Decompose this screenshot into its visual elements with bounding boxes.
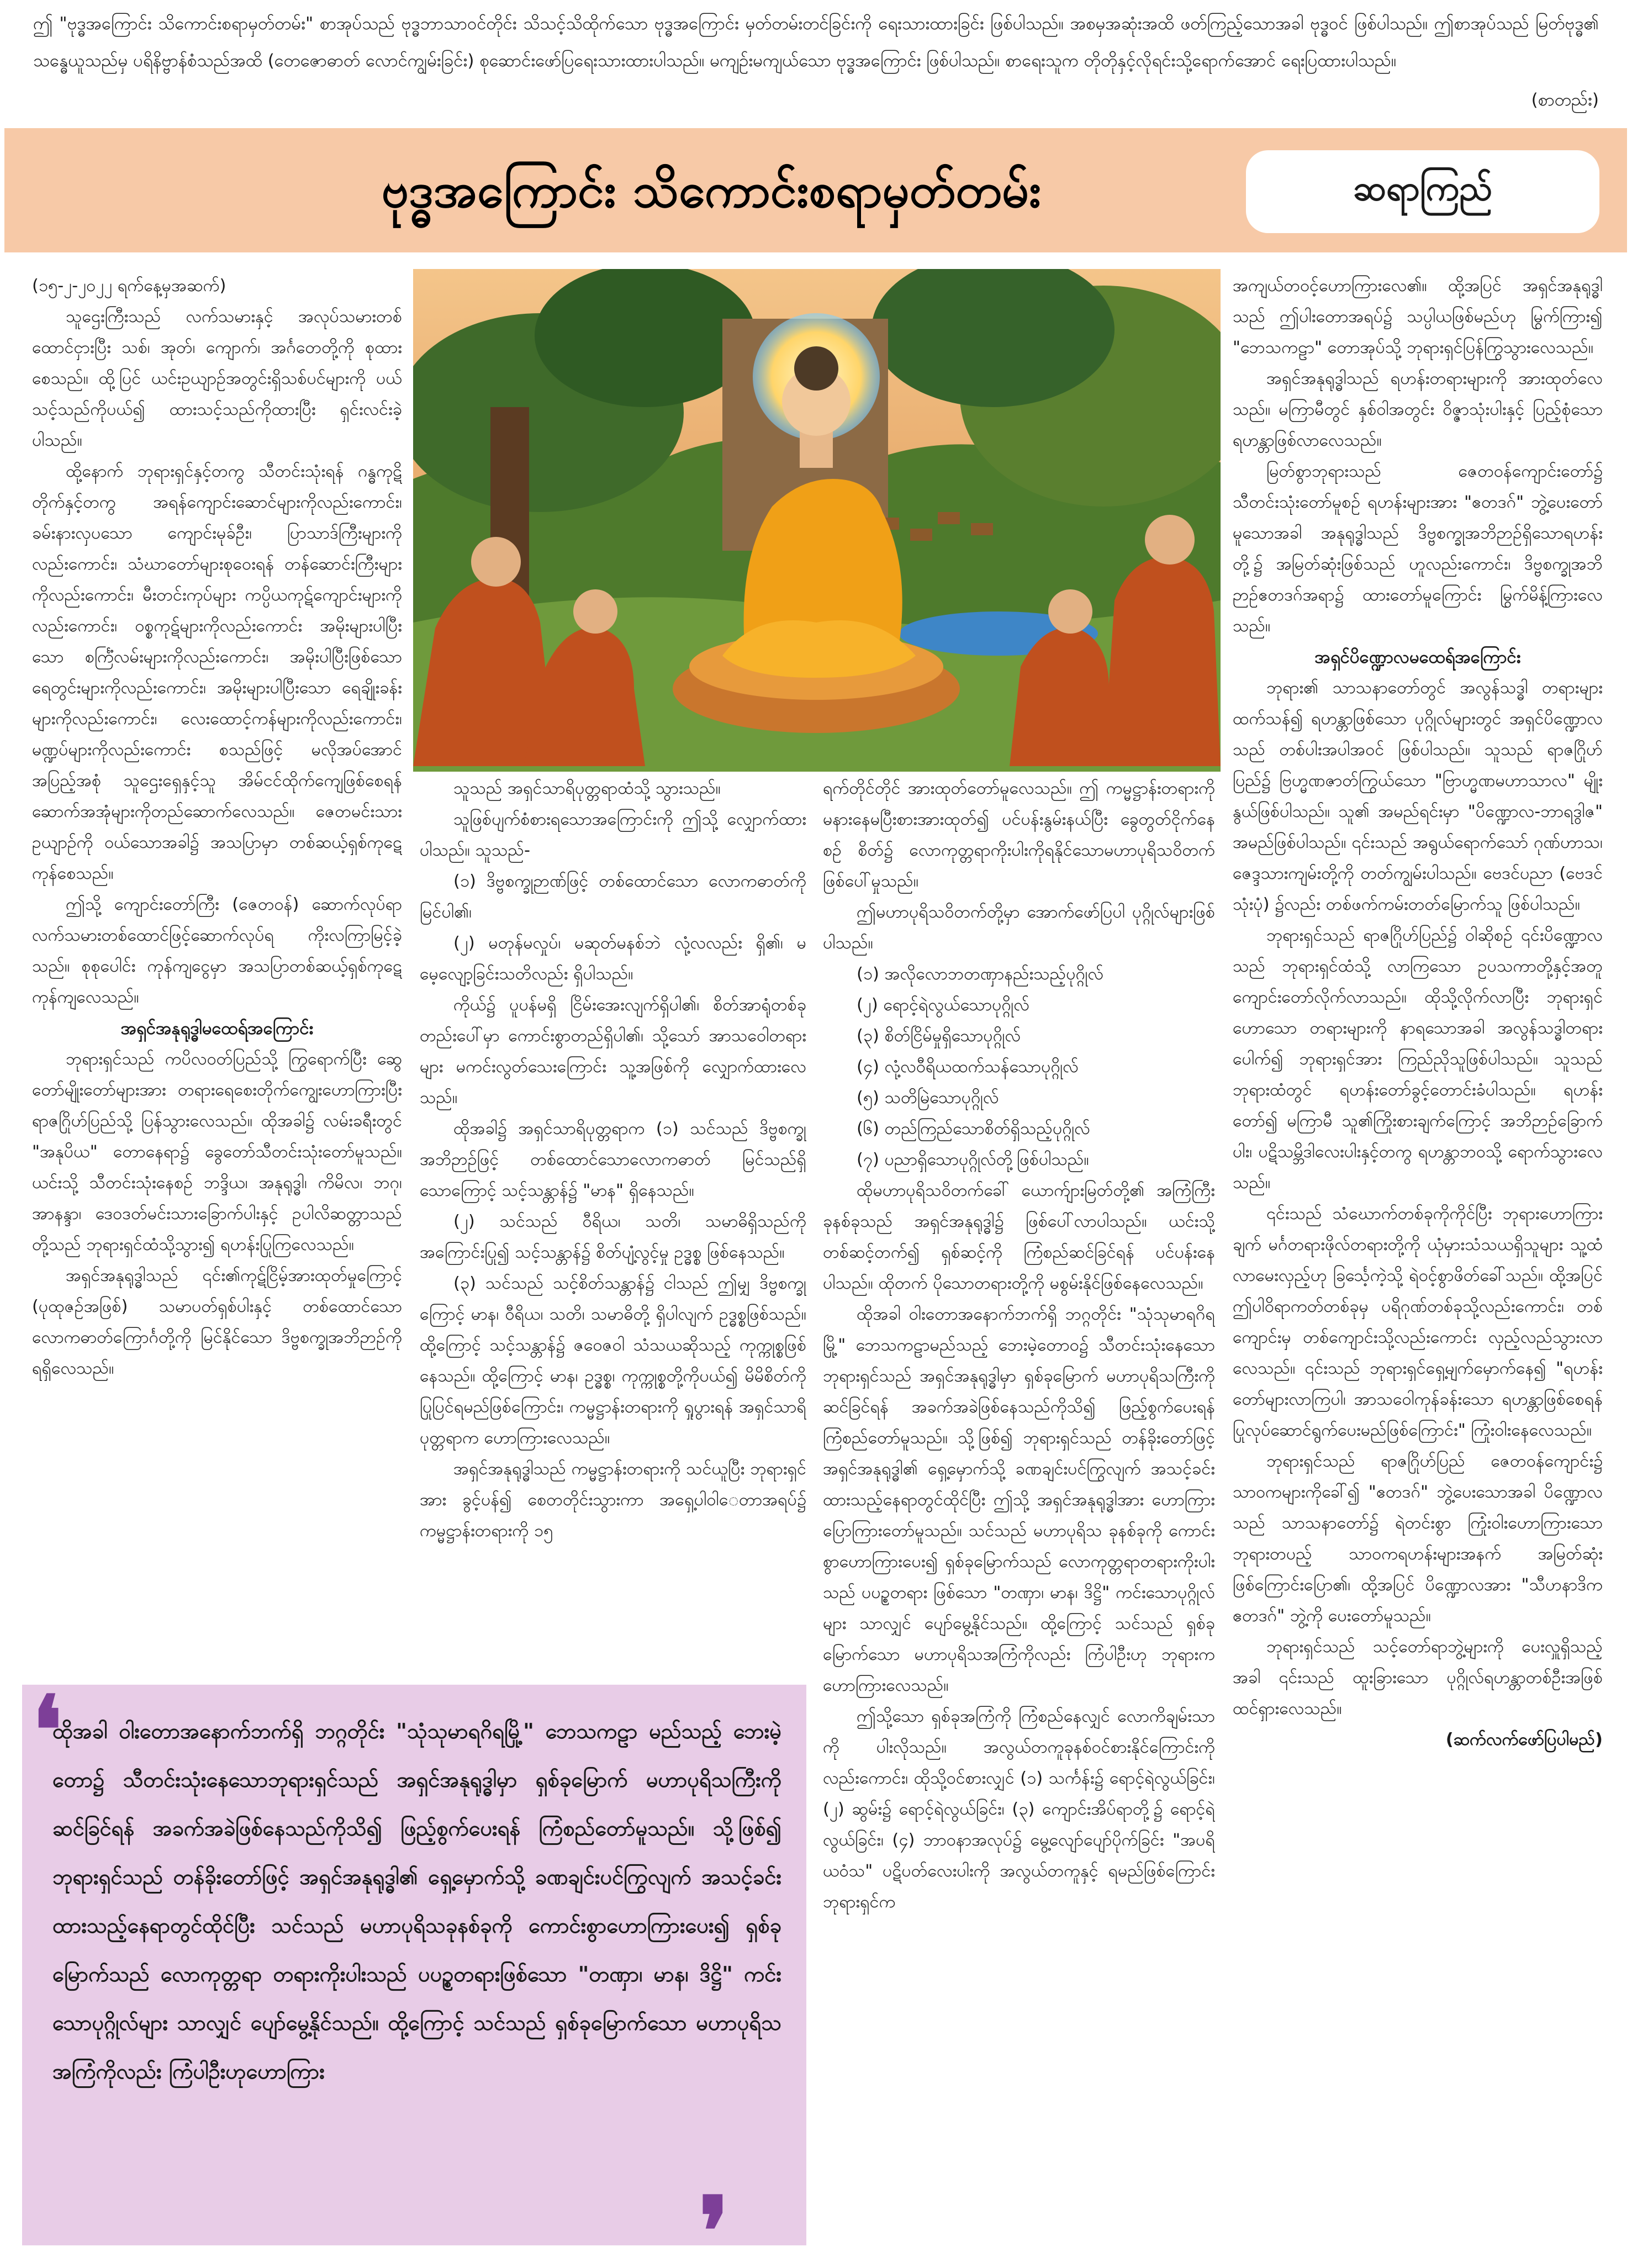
paragraph: ဘုရားရှင်သည် သင့်တော်ရာဘွဲ့များကို ပေးလှူရှိသည့်အခါ ၎င်းသည် ထူးခြားသော ပုဂ္ဂိုလ်ရဟန္တာတစ်ဦးအဖြစ် ထင်ရှားလေသည်။ [1233,1637,1603,1718]
pull-quote-text: ထိုအခါ ဝါးတောအနောက်ဘက်ရှိ ဘဂ္ဂတိုင်း "သုံသုမာရဂိရမြို့" ဘေသကဠာ မည်သည့် ဘေးမဲ့တော၌ သီတင်းသုံးနေသောဘုရားရှင်သည် အရှင်အနုရုဒ္ဓါမှာ ရှစ်ခုမြောက် မဟာပုရိသကြီးကိုဆင်ခြင်ရန် အခက်အခဲဖြစ်နေသည်ကိုသိ၍ ဖြည့်စွက်ပေးရန် ကြံစည်တော်မူသည်။ သို့ဖြစ်၍ ဘုရားရှင်သည် တန်ခိုးတော်ဖြင့် အရှင်အနုရုဒ္ဓါ၏ ရှေ့မှောက်သို့ ခဏချင်းပင်ကြွလျက် အသင့်ခင်းထားသည့်နေရာတွင်ထိုင်ပြီး သင်သည် မဟာပုရိသခုနစ်ခုကို ကောင်းစွာဟောကြားပေး၍ ရှစ်ခုမြောက်သည် လောကုတ္တရာ တရားကိုးပါးသည် ပပဉ္စတရားဖြစ်သော "တဏှာ၊ မာန၊ ဒိဋ္ဌိ" ကင်းသောပုဂ္ဂိုလ်များ သာလျှင် ပျော်မွေ့နိုင်သည်။ ထို့ကြောင့် သင်သည် ရှစ်ခုမြောက်သော မဟာပုရိသ အကြံကိုလည်း ကြံပါဦးဟုဟောကြား [52,1719,781,2084]
paragraph: (၂) သင်သည် ဝီရိယ၊ သတိ၊ သမာဓိရှိသည်ကို အကြောင်းပြု၍ သင့်သန္တာန်၌ စိတ်ပျံ့လွင့်မှု ဥဒ္ဓစ္စ ဖြစ်နေသည်။ [420,1212,806,1262]
paragraph: မြတ်စွာဘုရားသည် ဇေတဝန်ကျောင်းတော်၌ သီတင်းသုံးတော်မူစဉ် ရဟန်းများအား "ဧတဒဂ်" ဘွဲ့ပေးတော်မူသောအခါ အနုရုဒ္ဓါသည် ဒိဗ္ဗစက္ခုအဘိဉာဉ်ရှိသောရဟန်းတို့၌ အမြတ်ဆုံးဖြစ်သည် ဟူလည်းကောင်း၊ ဒိဗ္ဗစက္ခုအဘိဉာဉ်ဧတဒဂ်အရာ၌ ထားတော်မူကြောင်း မြွက်မိန့်ကြားလေသည်။ [1233,462,1603,636]
list-item: (၅) သတိမြဲသောပုဂ္ဂိုလ် [857,1088,999,1107]
paragraph: သူဌေးကြီးသည် လက်သမားနှင့် အလုပ်သမားတစ်ထောင်ငှားပြီး သစ်၊ အုတ်၊ ကျောက်၊ အင်္ဂတေတို့ကို စုထားစေသည်။ ထို့ပြင် ယင်းဥယျာဉ်အတွင်းရှိသစ်ပင်များကို ပယ်သင့်သည်ကိုပယ်၍ ထားသင့်သည်ကိုထားပြီး ရှင်းလင်းခဲ့ပါသည်။ [32,307,402,450]
paragraph: ဘုရား၏ သာသနာတော်တွင် အလွန်သဒ္ဓါ တရားများထက်သန်၍ ရဟန္တာဖြစ်သော ပုဂ္ဂိုလ်များတွင် အရှင်ပိဏ္ဍောလသည် တစ်ပါးအပါအဝင် ဖြစ်ပါသည်။ သူသည် ရာဇဂြိုဟ်ပြည်၌ ဗြဟ္မဏဇာတ်ကြွယ်သော "ဗြာဟ္မဏမဟာသာလ" မျိုးနွယ်ဖြစ်ပါသည်။ သူ၏ အမည်ရင်းမှာ "ပိဏ္ဍောလ-ဘာရဒွါဇ" အမည်ဖြစ်ပါသည်။ ၎င်းသည် အရွယ်ရောက်သော် ဂုဏ်ဟာသ၊ ဇေဒ္ဒသားကျမ်းတို့ကို တတ်ကျွမ်းပါသည်။ ဗေဒင်ပညာ (ဗေဒင်သုံးပုံ) ၌လည်း တစ်ဖက်ကမ်းတတ်မြောက်သူ ဖြစ်ပါသည်။ [1233,678,1603,914]
column-4 [1233,271,1603,2243]
paragraph: သူသည် အရှင်သာရိပုတ္တရာထံသို့ သွားသည်။ [453,779,721,798]
paragraph: ကိုယ်၌ ပူပန်မရှိ ငြိမ်းအေးလျက်ရှိပါ၏၊ စိတ်အာရုံတစ်ခုတည်းပေါ်မှာ ကောင်းစွာတည်ရှိပါ၏၊ သို့သော် အာသဝေါတရားများ မကင်းလွတ်သေးကြောင်း သူ့အဖြစ်ကို လျှောက်ထားလေသည်။ [420,995,806,1107]
open-quote-icon: ❛ [32,1685,62,1786]
paragraph: အကျယ်တဝင့်ဟောကြားလေ၏။ ထို့အပြင် အရှင်အနုရုဒ္ဓါသည် ဤပါးတောအရပ်၌ သပ္ပါယဖြစ်မည်ဟု မြွက်ကြား၍ "ဘေသကဠာ" တောအုပ်သို့ ဘုရားရှင်ပြန်ကြွသွားလေသည်။ [1233,276,1603,357]
paragraph: ထိုအခါ ဝါးတောအနောက်ဘက်ရှိ ဘဂ္ဂတိုင်း "သုံသုမာရဂိရမြို့" ဘေသကဠာမည်သည့် ဘေးမဲ့တောဝ၌ သီတင်းသုံးနေသော ဘုရားရှင်သည် အရှင်အနုရုဒ္ဓါမှာ ရှစ်ခုမြောက် မဟာပုရိသကြီးကို ဆင်ခြင်ရန် အခက်အခဲဖြစ်နေသည်ကိုသိ၍ ဖြည့်စွက်ပေးရန် ကြံစည်တော်မူသည်။ သို့ဖြစ်၍ ဘုရားရှင်သည် တန်ခိုးတော်ဖြင့် အရှင်အနုရုဒ္ဓါ၏ ရှေ့မှောက်သို့ ခဏချင်းပင်ကြွလျက် အသင့်ခင်းထားသည့်နေရာတွင်ထိုင်ပြီး ဤသို့ အရှင်အနုရုဒ္ဓါအား ဟောကြားပြောကြားတော်မူသည်။ သင်သည် မဟာပုရိသ ခုနစ်ခုကို ကောင်းစွာဟောကြားပေး၍ ရှစ်ခုမြောက်သည် လောကုတ္တရာတရားကိုးပါးသည် ပပဉ္စတရား ဖြစ်သော "တဏှာ၊ မာန၊ ဒိဋ္ဌိ" ကင်းသောပုဂ္ဂိုလ်များ သာလျှင် ပျော်မွေ့နိုင်သည်။ ထို့ကြောင့် သင်သည် ရှစ်ခုမြောက်သော မဟာပုရိသအကြံကိုလည်း ကြံပါဦးဟု ဘုရားက ဟောကြားလေသည်။ [823,1305,1215,1695]
paragraph: ဤမဟာပုရိသဝိတက်တို့မှာ အောက်ဖော်ပြပါ ပုဂ္ဂိုလ်များဖြစ်ပါသည်။ [823,903,1215,953]
paragraph: အရှင်အနုရုဒ္ဓါသည် ရဟန်းတရားများကို အားထုတ်လေသည်။ မကြာမီတွင် နှစ်ဝါအတွင်း ဝိဇ္ဇာသုံးပါးနှင့် ပြည့်စုံသော ရဟန္တာဖြစ်လာလေသည်။ [1233,369,1603,450]
column-1 [32,271,402,1676]
qualities-list [823,959,1215,1175]
paragraph: အရှင်အနုရုဒ္ဓါသည် ၎င်း၏ကုဋ်ငြိမ့်အားထုတ်မှုကြောင့် (ပုထုဇဉ်အဖြစ်) သမာပတ်ရှစ်ပါးနှင့် တစ်ထောင်သော လောကဓာတ်ကြောင်္ဂတို့ကို မြင်နိုင်သော ဒိဗ္ဗစက္ခုအဘိဉာဉ်ကို ရရှိလေသည်။ [32,1266,402,1378]
paragraph: (၁) ဒိဗ္ဗစက္ခုဉာဏ်ဖြင့် တစ်ထောင်သော လောကဓာတ်ကို မြင်ပါ၏၊ [420,872,806,922]
intro-paragraph [33,6,1599,119]
paragraph: ရက်တိုင်တိုင် အားထုတ်တော်မူလေသည်။ ဤ ကမ္မဋ္ဌာန်းတရားကို မနားနေမပြီးစားအားထုတ်၍ ပင်ပန်းနွမ်းနယ်ပြီး ခွေတွတ်ငိုက်နေစဉ် စိတ်၌ လောကုတ္တရာကိုးပါးကိုရနိုင်သောမဟာပုရိသဝိတက်ဖြစ်ပေါ်မှုသည်။ [823,779,1215,891]
paragraph: ဤသို့ ကျောင်းတော်ကြီး (ဇေတဝန်) ဆောက်လုပ်ရာ လက်သမားတစ်ထောင်ဖြင့်ဆောက်လုပ်ရ ကိုးလကြာမြင့်ခဲ့သည်။ စုစုပေါင်း ကုန်ကျငွေမှာ အသပြာတစ်ဆယ့်ရှစ်ကုဋေကုန်ကျလေသည်။ [32,895,402,1007]
paragraph: ထိုမဟာပုရိသဝိတက်ခေါ် ယောက်ျားမြတ်တို့၏ အကြံကြီးခုနစ်ခုသည် အရှင်အနုရုဒ္ဓါ၌ ဖြစ်ပေါ်လာပါသည်။ ယင်းသို့တစ်ဆင့်တက်၍ ရှစ်ဆင့်ကို ကြံစည်ဆင်ခြင်ရန် ပင်ပန်းနေပါသည်။ ထိုတက် ပိုသောတရားတို့ကို မစွမ်းနိုင်ဖြစ်နေလေသည်။ [823,1181,1215,1293]
buddha-illustration [413,269,1221,772]
pull-quote-box [22,1685,806,2245]
column-3 [823,773,1215,2243]
list-item: (၇) ပညာရှိသောပုဂ္ဂိုလ်တို့ဖြစ်ပါသည်။ [857,1150,1089,1169]
intro-text: ဤ "ဗုဒ္ဓအကြောင်း သိကောင်းစရာမှတ်တမ်း" စာအုပ်သည် ဗုဒ္ဓဘာသာဝင်တိုင်း သိသင့်သိထိုက်သော ဗုဒ္ဓအကြောင်း မှတ်တမ်းတင်ခြင်းကို ရေးသားထားခြင်း ဖြစ်ပါသည်။ အစမှအဆုံးအထိ ဖတ်ကြည့်သောအခါ ဗုဒ္ဓဝင် ဖြစ်ပါသည်။ ဤစာအုပ်သည် မြတ်ဗုဒ္ဓ၏ သန္ဓေယူသည်မှ ပရိနိဗ္ဗာန်စံသည်အထိ (တေဇောဓာတ် လောင်ကျွမ်းခြင်း) စုဆောင်းဖော်ပြရေးသားထားပါသည်။ မကျဉ်းမကျယ်သော ဗုဒ္ဓအကြောင်း ဖြစ်ပါသည်။ စာရေးသူက တိုတိုနှင့်လိုရင်းသို့ရောက်အောင် ရေးပြထားပါသည်။ [33,14,1599,71]
continuation-date: (၁၅-၂-၂၀၂၂ ရက်နေ့မှအဆက်) [32,276,226,296]
paragraph: ဘုရားရှင်သည် ရာဇဂြိုဟ်ပြည်၌ ဝါဆိုစဉ် ၎င်းပိဏ္ဍောလသည် ဘုရားရှင်ထံသို့ လာကြသော ဥပသကာတို့နှင့်အတူ ကျောင်းတော်လိုက်လာသည်။ ထိုသို့လိုက်လာပြီး ဘုရားရှင်ဟောသော တရားများကို နာရသောအခါ အလွန်သဒ္ဓါတရား ပေါက်၍ ဘုရားရှင်အား ကြည်ညိုသူဖြစ်ပါသည်။ သူသည် ဘုရားထံတွင် ရဟန်းတော်ခွင့်တောင်းခံပါသည်။ ရဟန်းတော်၍ မကြာမီ သူ၏ကြိုးစားချက်ကြောင့် အဘိဉာဉ်ခြောက်ပါး၊ ပဋိသမ္ဘိဒါလေးပါးနှင့်တကွ ရဟန္တာဘဝသို့ ရောက်သွားလေသည်။ [1233,926,1603,1193]
author-name: ဆရာကြည် [1246,150,1599,233]
section-heading-pindola: အရှင်ပိဏ္ဍောလမထေရ်အကြောင်း [1314,647,1521,667]
intro-signature: (စာတည်း) [1520,82,1599,119]
list-item: (၁) အလိုလောဘတဏှာနည်းသည့်ပုဂ္ဂိုလ် [857,964,1104,984]
close-quote-icon: ❜ [699,2176,729,2245]
paragraph: သူဖြစ်ပျက်စံစားရသောအကြောင်းကို ဤသို့ လျှောက်ထားပါသည်။ သူသည်- [420,810,806,860]
paragraph: ဘုရားရှင်သည် ကပိလဝတ်ပြည်သို့ ကြွရောက်ပြီး ဆွေတော်မျိုးတော်များအား တရားရေစေးတိုက်ကျွေးဟောကြားပြီး ရာဇဂြိုဟ်ပြည်သို့ ပြန်သွားလေသည်။ ထိုအခါ၌ လမ်းခရီးတွင် "အနုပိယ" တောနေရာ၌ ခွေတော်သီတင်းသုံးတော်မူသည်။ ယင်းသို့ သီတင်းသုံးနေစဉ် ဘဒ္ဒိယ၊ အနုရုဒ္ဓါ၊ ကိမိလ၊ ဘဂု၊ အာနန္ဒာ၊ ဒေဝဒတ်မင်းသားခြောက်ပါးနှင့် ဥပါလိဆတ္တာသည်တို့သည် ဘုရားရှင်ထံသို့သွား၍ ရဟန်းပြုကြလေသည်။ [32,1049,402,1254]
section-heading-anuruddha: အရှင်အနုရုဒ္ဓါမထေရ်အကြောင်း [120,1019,314,1038]
article-title: ဗုဒ္ဓအကြောင်း သိကောင်းစရာမှတ်တမ်း [381,163,1042,218]
paragraph: ဤသို့သော ရှစ်ခုအကြံကို ကြံစည်နေလျှင် လောကိချမ်းသာကို ပါးလိုသည်။ အလွယ်တကူခုနစ်ဝင်စားနိုင်ကြောင်းကိုလည်းကောင်း၊ ထိုသို့ဝင်စားလျှင် (၁) သင်္ကန်း၌ ရောင့်ရဲလွယ်ခြင်း၊ (၂) ဆွမ်း၌ ရောင့်ရဲလွယ်ခြင်း၊ (၃) ကျောင်းအိပ်ရာတို့၌ ရောင့်ရဲလွယ်ခြင်း၊ (၄) ဘာဝနာအလုပ်၌ မွေ့လျော်ပျော်ပိုက်ခြင်း "အပရိယ၀ံသ" ပဋိပတ်လေးပါးကို အလွယ်တကူနှင့် ရမည်ဖြစ်ကြောင်း ဘုရားရှင်က [823,1707,1215,1912]
continued-note: (ဆက်လက်ဖော်ပြပါမည်) [1445,1730,1603,1749]
column-2 [420,773,806,1660]
buddha-painting-image [413,269,1221,772]
paragraph: အရှင်အနုရုဒ္ဓါသည် ကမ္မဋ္ဌာန်းတရားကို သင်ယူပြီး ဘုရားရှင်အား ခွင့်ပန်၍ စေတတိုင်းသွားကာ အရှေ့ပါဝါေတာအရပ်၌ ကမ္မဋ္ဌာန်းတရားကို ၁၅ [420,1459,806,1541]
paragraph: ထိုအခါ၌ အရှင်သာရိပုတ္တရာက (၁) သင်သည် ဒိဗ္ဗစက္ခုအဘိဉာဉ်ဖြင့် တစ်ထောင်သောလောကဓာတ် မြင်သည်ရှိသောကြောင့် သင့်သန္တာန်၌ "မာန" ရှိနေသည်။ [420,1119,806,1200]
paragraph: (၂) မတုန်မလှုပ်၊ မဆုတ်မနစ်ဘဲ လုံ့လလည်း ရှိ၏၊ မမေ့လျော့ခြင်းသတိလည်း ရှိပါသည်။ [420,933,806,984]
list-item: (၄) လုံ့လဝီရိယထက်သန်သောပုဂ္ဂိုလ် [857,1057,1079,1077]
list-item: (၆) တည်ကြည်သောစိတ်ရှိသည့်ပုဂ္ဂိုလ် [857,1119,1090,1138]
paragraph: ၎င်းသည် သံဃောက်တစ်ခုကိုကိုင်ပြီး ဘုရားဟောကြားချက် မင်္ဂတရားဖိုလ်တရားတို့ကို ယုံမှားသံသယရှိသူများ သူ့ထံလာမေးလှည့်ဟု ခြင်္သေ့ကဲ့သို့ ရဲဝင့်စွာဖိတ်ခေါ်သည်။ ထို့အပြင် ဤပါဝိရာကတ်တစ်ခုမှ ပရိဂုဏ်တစ်ခုသို့လည်းကောင်း၊ တစ်ကျောင်းမှ တစ်ကျောင်းသို့လည်းကောင်း လှည့်လည်သွားလာလေသည်။ ၎င်းသည် ဘုရားရှင်ရှေ့မျက်မှောက်နေ၍ "ရဟန်းတော်များလာကြပါ၊ အာသဝေါကုန်ခန်းသော ရဟန္တာဖြစ်စေရန် ပြုလုပ်ဆောင်ရွက်ပေးမည်ဖြစ်ကြောင်း" ကြုံးဝါးနေလေသည်။ [1233,1204,1603,1440]
paragraph: ထို့နောက် ဘုရားရှင်နှင့်တကွ သီတင်းသုံးရန် ဂန္ဓကုဋိတိုက်နှင့်တကွ အရန်ကျောင်းဆောင်များကိုလည်းကောင်း၊ ခမ်းနားလှပသော ကျောင်းမုခ်ဦး၊ ပြာသာဒ်ကြီးများကိုလည်းကောင်း၊ သံဃာတော်များစုဝေးရန် တန်ဆောင်းကြီးများကိုလည်းကောင်း၊ မီးတင်းကုပ်များ ကပ္ပိယကုဋ်ကျောင်းများကိုလည်းကောင်း၊ ဝစ္စကုဋ်များကိုလည်းကောင်း အမိုးများပါပြီးသော စင်္ကြံလမ်းများကိုလည်းကောင်း၊ အမိုးပါပြီးဖြစ်သော ရေတွင်းများကိုလည်းကောင်း၊ အမိုးများပါပြီးသော ရေချိုးခန်းများကိုလည်းကောင်း၊ လေးထောင့်ကန်များကိုလည်းကောင်း၊ မဏ္ဍပ်များကိုလည်းကောင်း စသည်ဖြင့် မလိုအပ်အောင် အပြည့်အစုံ သူဌေးရှေနှင့်သူ အိမ်ငင်ထိုက်ကျေဖြစ်စေရန် ဆောက်အအုံများကိုတည်ဆောက်လေသည်။ ဇေတမင်းသား ဥယျာဉ်ကို ဝယ်သောအခါ၌ အသပြာမှာ တစ်ဆယ့်ရှစ်ကုဋေကုန်စေသည်။ [32,462,402,883]
paragraph: (၃) သင်သည် သင့်စိတ်သန္တာန်၌ ငါသည် ဤမျှ ဒိဗ္ဗစက္ခုကြောင့် မာန၊ ဝီရိယ၊ သတိ၊ သမာဓိတို့ ရှိပါလျက် ဥဒ္ဓစ္စဖြစ်သည်။ ထို့ကြောင့် သင့်သန္တာန်၌ ဇဝေဇဝါ သံသယဆိုသည့် ကုက္ကုစ္စဖြစ်နေသည်။ ထို့ကြောင့် မာန၊ ဥဒ္ဓစ္စ၊ ကုက္ကုစ္စတို့ကိုပယ်၍ မိမိစိတ်ကို ပြုပြင်ရမည်ဖြစ်ကြောင်း၊ ကမ္မဋ္ဌာန်းတရားကို ရှုပွားရန် အရှင်သာရိပုတ္တရာက ဟောကြားလေသည်။ [420,1274,806,1448]
list-item: (၂) ရောင့်ရဲလွယ်သောပုဂ္ဂိုလ် [857,995,1029,1015]
paragraph: ဘုရားရှင်သည် ရာဇဂြိုဟ်ပြည် ဇေတဝန်ကျောင်း၌ သာဝကများကိုခေါ်၍ "ဧတဒဂ်" ဘွဲ့ပေးသောအခါ ပိဏ္ဍောလသည် သာသနာတော်၌ ရဲတင်းစွာ ကြုံးဝါးဟောကြားသောဘုရားတပည့် သာဝကရဟန်းများအနက် အမြတ်ဆုံးဖြစ်ကြောင်းပြော၏၊ ထို့အပြင် ပိဏ္ဍောလအား "သီဟနာဒိကဧတဒဂ်" ဘွဲ့ကို ပေးတော်မူသည်။ [1233,1452,1603,1626]
list-item: (၃) စိတ်ငြိမ်မှုရှိသောပုဂ္ဂိုလ် [857,1026,1021,1046]
title-banner [4,128,1627,252]
